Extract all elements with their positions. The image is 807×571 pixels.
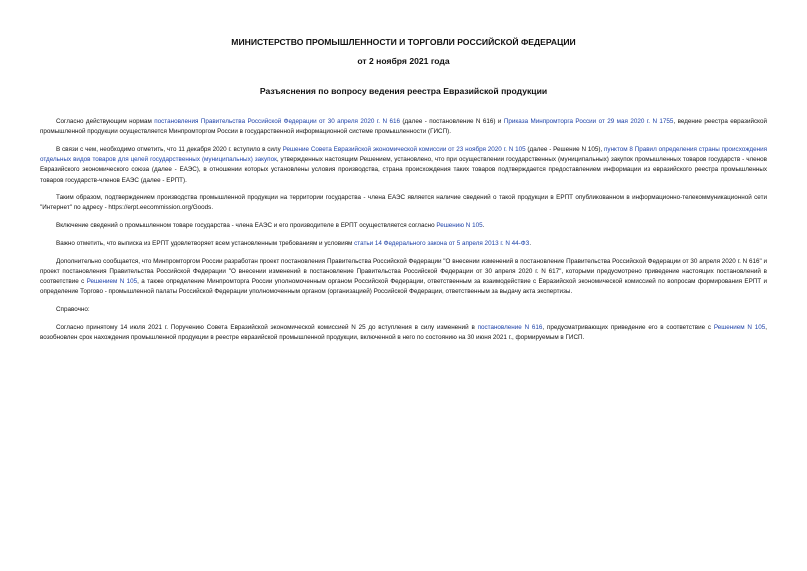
paragraph-text: . xyxy=(529,239,532,247)
law-44fz-article-14-link[interactable]: статьи 14 Федерального закона от 5 апреля 2013 г. N 44-ФЗ xyxy=(354,239,530,247)
paragraph-text: . xyxy=(482,222,485,230)
paragraph-text: , возобновлен срок нахождения промышленной продукции в реестре евразийской промышленной продукции, включенной в него по состоянию на 30 июня 2021 г., формируемым в ГИСП. xyxy=(40,323,767,341)
paragraph-6 xyxy=(40,257,767,298)
decision-105-link[interactable]: Решение Совета Евразийской экономической комиссии от 23 ноября 2020 г. N 105 xyxy=(282,145,526,153)
paragraph-text: Справочно: xyxy=(56,305,90,313)
order-1755-link[interactable]: Приказа Минпромторга России от 29 мая 2020 г. N 1755 xyxy=(503,118,674,125)
paragraph-text: Согласно действующим нормам xyxy=(56,118,155,125)
rules-item-8-link[interactable]: пунктом 8 Правил определения страны происхождения отдельных видов товаров для целей государственных (муниципальных) закупок xyxy=(40,145,767,164)
document-date: от 2 ноября 2021 года xyxy=(357,56,450,66)
paragraph-2 xyxy=(40,145,767,186)
paragraph-4 xyxy=(40,221,767,231)
decision-105-link[interactable]: Решению N 105 xyxy=(436,222,483,230)
decision-105-link[interactable]: Решением N 105 xyxy=(713,323,766,331)
paragraph-7 xyxy=(40,305,767,315)
paragraph-3 xyxy=(40,193,767,213)
document-body xyxy=(40,117,767,350)
paragraph-text: , предусматривающих приведение его в соответствие с xyxy=(542,323,714,331)
paragraph-1 xyxy=(40,117,767,137)
paragraph-text: (далее - постановление N 616) и xyxy=(399,118,504,125)
paragraph-text: Дополнительно сообщается, что Минпромторгом России разработан проект постановления Правительства Российской Федерации "О внесении изменений в постановление Правительства Российской Федерации от 30 апреля 2020 г. N 616" и проект постановления Правительства Российской Федерации "О внесении изменений в постановление Правительства Российской Федерации от 30 апреля 2020 г. N 617", которыми предусмотрено приведение настоящих постановлений в соответствие с xyxy=(40,257,767,285)
paragraph-text: Включение сведений о промышленном товаре государства - члена ЕАЭС и его производителе в ЕРПТ осуществляется согласно xyxy=(56,222,437,230)
ministry-heading: МИНИСТЕРСТВО ПРОМЫШЛЕННОСТИ И ТОРГОВЛИ РОССИЙСКОЙ ФЕДЕРАЦИИ xyxy=(231,37,576,47)
paragraph-text: (далее - Решение N 105), xyxy=(525,145,605,153)
paragraph-text: , ведение реестра евразийской промышленной продукции осуществляется Минпромторгом России в государственной информационной системе промышленности (ГИСП). xyxy=(40,118,767,136)
decree-616-link[interactable]: постановление N 616 xyxy=(477,323,543,331)
paragraph-text: В связи с чем, необходимо отметить, что 11 декабря 2020 г. вступило в силу xyxy=(56,145,283,153)
paragraph-8 xyxy=(40,323,767,343)
paragraph-text: Таким образом, подтверждением производства промышленной продукции на территории государства - члена ЕАЭС является наличие сведений о такой продукции в ЕРПТ опубликованном в информационно-телекоммуникационной сети "Интернет" по адресу - https://erpt.eecommission.org/Goods. xyxy=(40,194,767,212)
paragraph-5 xyxy=(40,239,767,249)
document-title: Разъяснения по вопросу ведения реестра Евразийской продукции xyxy=(259,86,548,96)
paragraph-text: Важно отметить, что выписка из ЕРПТ удовлетворяет всем установленным требованиям и условиям xyxy=(56,239,355,247)
paragraph-text: Согласно принятому 14 июля 2021 г. Поручению Совета Евразийской экономической комиссией N 25 до вступления в силу изменений в xyxy=(56,323,478,331)
decision-105-link[interactable]: Решением N 105 xyxy=(86,277,138,285)
decree-616-link[interactable]: постановления Правительства Российской Федерации от 30 апреля 2020 г. N 616 xyxy=(154,118,400,125)
paragraph-text: , а также определение Минпромторга России уполномоченным органом Российской Федерации, ответственным за взаимодействие с Евразийской экономической комиссией по вопросам формирования ЕРПТ и определение Торгово - промышленной палаты Российской Федерации уполномоченным органом (организацией) Российской Федерации, ответственным за выдачу акта экспертизы. xyxy=(40,277,767,296)
paragraph-text: , утвержденных настоящим Решением, установлено, что при осуществлении государственных (муниципальных) закупок промышленных товаров государств - членов Евразийского экономического союза (далее - ЕАЭС), в отношении которых установлены условия производства, страна происхождения таких товаров подтверждается предоставлением информации из евразийского реестра промышленных товаров государств-членов ЕАЭС (далее - ЕРПТ). xyxy=(40,156,767,184)
